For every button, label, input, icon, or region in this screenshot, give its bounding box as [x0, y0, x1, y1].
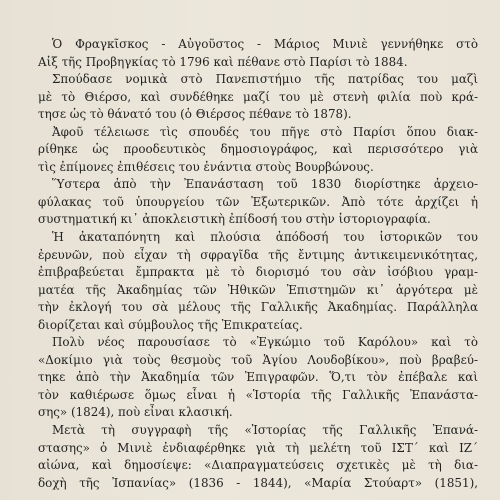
- text-line: σης» (1824), ποὺ εἶναι κλασική.: [38, 405, 233, 420]
- text-line: Ἀφοῦ τέλειωσε τὶς σπουδές του πῆγε στὸ Παρίσι ὅπου διακ-: [52, 124, 478, 139]
- text-line: Ἡ ἀκαταπόνητη καὶ πλούσια ἀπόδοσή του ἱστορικῶν του: [52, 230, 478, 245]
- text-line: στασης» ὁ Μινιὲ ἐνδιαφέρθηκε γιὰ τὴ μελέτη τοῦ ΙΣΤ´ καὶ ΙΖ´: [38, 440, 478, 455]
- text-line: ἐρευνῶν, ποὺ εἶχαν τὴ σφραγῖδα τῆς ἔντιμης ἀντικειμενικότητας,: [38, 247, 478, 262]
- text-line: Ὁ Φραγκῖσκος - Αὐγοῦστος - Μάριος Μινιὲ γεννήθηκε στὸ: [52, 37, 478, 51]
- text-line: Σπούδασε νομικὰ στὸ Πανεπιστήμιο τῆς πατρίδας του μαζὶ: [52, 72, 478, 87]
- text-line: ρίθηκε ὡς προοδευτικὸς δημοσιογράφος, καὶ περισσότερο γιὰ: [38, 142, 478, 157]
- text-line: δοχὴ τῆς Ἰσπανίας» (1836 - 1844), «Μαρία Στούαρτ» (1851),: [38, 475, 478, 490]
- text-line: Ὕστερα ἀπὸ τὴν Ἐπανάσταση τοῦ 1830 διορίστηκε ἀρχειο-: [52, 177, 478, 192]
- text-line: τὸν καθιέρωσε ὅμως εἶναι ἡ «Ἱστορία τῆς Γαλλικῆς Ἐπανάστα-: [38, 387, 478, 402]
- text-line: μὲ τὸ Θιέρσο, καὶ συνδέθηκε μαζί του μὲ στενὴ φιλία ποὺ κρά-: [38, 89, 478, 104]
- text-line: «Δοκίμιο γιὰ τοὺς θεσμοὺς τοῦ Ἁγίου Λουδοβίκου», ποὺ βραβεύ-: [38, 352, 478, 367]
- text-line: τὶς ἐπίμονες ἐπιθέσεις του ἐνάντια στοὺς Βουρβώνους.: [38, 159, 374, 174]
- text-line: τησε ὡς τὸ θάνατό του (ὁ Θιέρσος πέθανε τὸ 1878).: [38, 107, 352, 122]
- text-line: διορίζεται καὶ σύμβουλος τῆς Ἐπικρατείας.: [38, 317, 303, 332]
- body-text: [38, 36, 478, 492]
- text-line: Μετὰ τὴ συγγραφὴ τῆς «Ἱστορίας τῆς Γαλλικῆς Ἐπανά-: [52, 423, 478, 438]
- text-line: αἰώνα, καὶ δημοσίεψε: «Διαπραγματεύσεις σχετικὲς μὲ τὴ δια-: [38, 458, 478, 473]
- text-line: τηκε ἀπὸ τὴν Ἀκαδημία τῶν Ἐπιγραφῶν. Ὅ,τι τὸν ἐπέβαλε καὶ: [38, 370, 478, 385]
- text-line: τὴν ἐκλογή του σὰ μέλους τῆς Γαλλικῆς Ἀκαδημίας. Παράλληλα: [38, 300, 478, 315]
- text-line: Πολὺ νέος παρουσίασε τὸ «Ἐγκώμιο τοῦ Καρόλου» καὶ τὸ: [52, 335, 478, 350]
- text-line: ματέα τῆς Ἀκαδημίας τῶν Ἠθικῶν Ἐπιστημῶν κι᾽ ἀργότερα μὲ: [38, 282, 478, 297]
- text-line: ἐπιβραβεύεται ἔμπρακτα μὲ τὸ διορισμό του σὰν ἰσόβιου γραμ-: [38, 265, 478, 280]
- text-line: φύλακας τοῦ ὑπουργείου τῶν Ἐξωτερικῶν. Ἀπὸ τότε ἀρχίζει ἡ: [38, 194, 478, 209]
- text-line: Αἰξ τῆς Προβηγκίας τὸ 1796 καὶ πέθανε στὸ Παρίσι τὸ 1884.: [38, 54, 408, 69]
- text-line: συστηματική κι᾽ ἀποκλειστικὴ ἐπίδοσή του στὴν ἱστοριογραφία.: [38, 212, 431, 227]
